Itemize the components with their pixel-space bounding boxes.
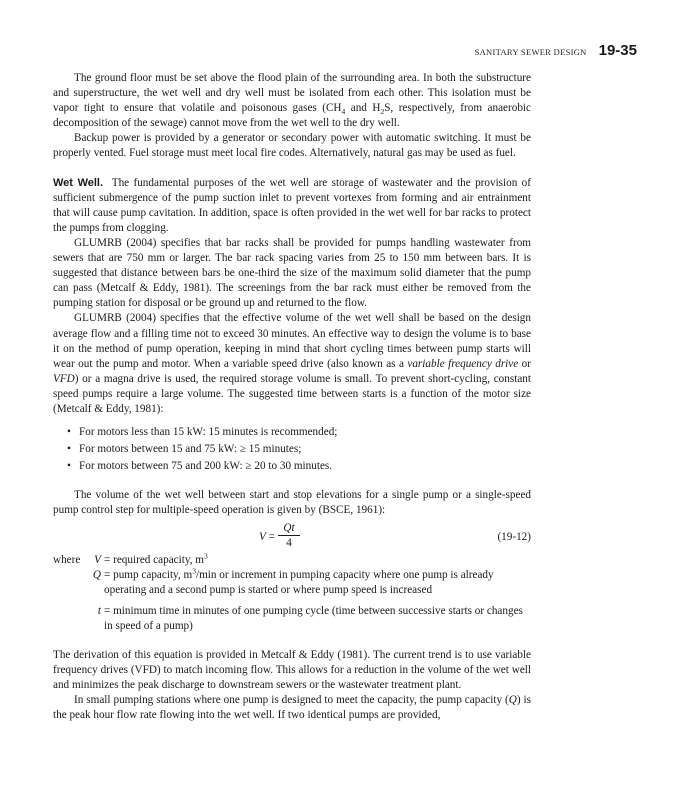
equation-lhs [259,530,275,545]
paragraph-isolation [53,71,531,131]
italic-term: variable frequency drive [407,357,519,370]
equation-equals: = [265,530,275,543]
bullet-icon: • [67,460,71,473]
body-text [53,71,531,723]
paragraph-bar-racks: GLUMRB (2004) specifies that bar racks shall be provided for pumps handling wastewater from sewers that are 750 mm or larger. The bar rack spacing varies from 25 to 150 mm between bars. It is suggested that distance between bars be one-third the size of the maximum solid diameter that the pump can pass (Metcalf & Eddy, 1981). The screenings from the bar rack must either be removed from the pumping station for disposal or be ground up and returned to the flow. [53,236,531,310]
definition-t [53,604,531,634]
superscript: 3 [204,550,208,560]
text-run: ) is the peak hour flow rate flowing into the wet well. If two identical pumps are provided, [53,694,531,722]
definition-text [104,565,531,598]
paragraph-pump-capacity [53,693,531,723]
definition-symbol: Q [92,568,101,581]
equation-numerator: Qt [278,521,300,536]
definition-text [104,550,531,568]
definition-symbol: V [94,553,101,566]
list-item-text: For motors less than 15 kW: 15 minutes is recommended; [79,426,338,439]
paragraph-effective-volume [53,311,531,417]
definition-text: = minimum time in minutes of one pumping cycle (time between successive starts or changes in speed of a pump) [104,604,523,632]
italic-term: VFD [53,372,75,385]
superscript: 3 [192,565,196,575]
list-item [67,459,531,474]
equation-number: (19-12) [497,530,531,543]
text-run: ) or a magna drive is used, the required storage volume is small. To prevent short-cycling, constant speed pumps require a large volume. The suggested time between starts is a function of the motor size (Metcalf & Eddy, 1981): [53,372,531,415]
paragraph-derivation: The derivation of this equation is provided in Metcalf & Eddy (1981). The current trend is to use variable frequency drives (VFD) to match incoming flow. This allows for a reduction in the volume of the wet well and minimizes the peak discharge to downstream sewers or the wastewater treatment plant. [53,649,531,692]
equation-denominator: 4 [286,536,292,549]
motor-size-list [53,425,531,474]
equation-symbol: V [259,530,266,543]
text-run: In small pumping stations where one pump is designed to meet the capacity, the pump capacity ( [74,694,509,707]
text-run: = required capacity, m [104,553,205,566]
paragraph-wet-well [53,176,531,236]
italic-symbol: Q [508,694,517,707]
text-run: S, respectively, from anaerobic decomposition of the sewage) cannot move from the wet well to the dry well. [53,102,531,130]
subscript: 4 [341,107,346,117]
list-item [67,425,531,440]
definition-v [53,550,531,568]
text-run: = pump capacity, m [104,568,193,581]
text-run: The ground floor must be set above the flood plain of the surrounding area. In both the substructure and superstructure, the wet well and dry well must be isolated from each other. This isolation must be vapor tight to ensure that volatile and poisonous gases (CH [53,72,531,115]
text-run: and H [345,102,381,115]
equation-19-12 [53,521,531,553]
paragraph-backup-power: Backup power is provided by a generator or secondary power with automatic switching. It must be properly vented. Fuel storage must meet local fire codes. Alternatively, natural gas may be used as fuel. [53,132,531,160]
running-title: SANITARY SEWER DESIGN [474,47,587,57]
text-run: or [518,357,531,370]
list-item [67,442,531,457]
subscript: 2 [380,107,385,117]
equation-fraction [278,521,300,550]
bullet-icon: • [67,426,71,439]
list-item-text: For motors between 75 and 200 kW: ≥ 20 to 30 minutes. [79,460,333,473]
bullet-icon: • [67,443,71,456]
section-heading-wet-well: Wet Well. [53,176,104,189]
list-item-text: For motors between 15 and 75 kW: ≥ 15 minutes; [79,443,302,456]
where-label: where [53,553,81,566]
definition-symbol: t [97,604,101,617]
text-run: GLUMRB (2004) specifies that the effective volume of the wet well shall be based on the design average flow and a filling time not to exceed 30 minutes. An effective way to design the volume is to base it on the method of pump operation, keeping in mind that short cycling times between pump starts will wear out the pump and motor. When a variable speed drive (also known as a [53,312,531,370]
text-run: The fundamental purposes of the wet well are storage of wastewater and the provision of sufficient submergence of the pump suction inlet to prevent vortexes from forming and air entrainment that will cause pump cavitation. In addition, space is often provided in the wet well for bar racks to protect the pumps from clogging. [53,176,531,234]
page-header [475,42,637,59]
variable-definitions [53,550,531,634]
page-number: 19-35 [598,42,637,59]
paragraph-volume-intro: The volume of the wet well between start and stop elevations for a single pump or a single-speed pump control step for multiple-speed operation is given by (BSCE, 1961): [53,489,531,517]
definition-q [53,565,531,598]
text-run: /min or increment in pumping capacity where one pump is already operating and a second pump is started or where pump speed is increased [104,568,494,596]
